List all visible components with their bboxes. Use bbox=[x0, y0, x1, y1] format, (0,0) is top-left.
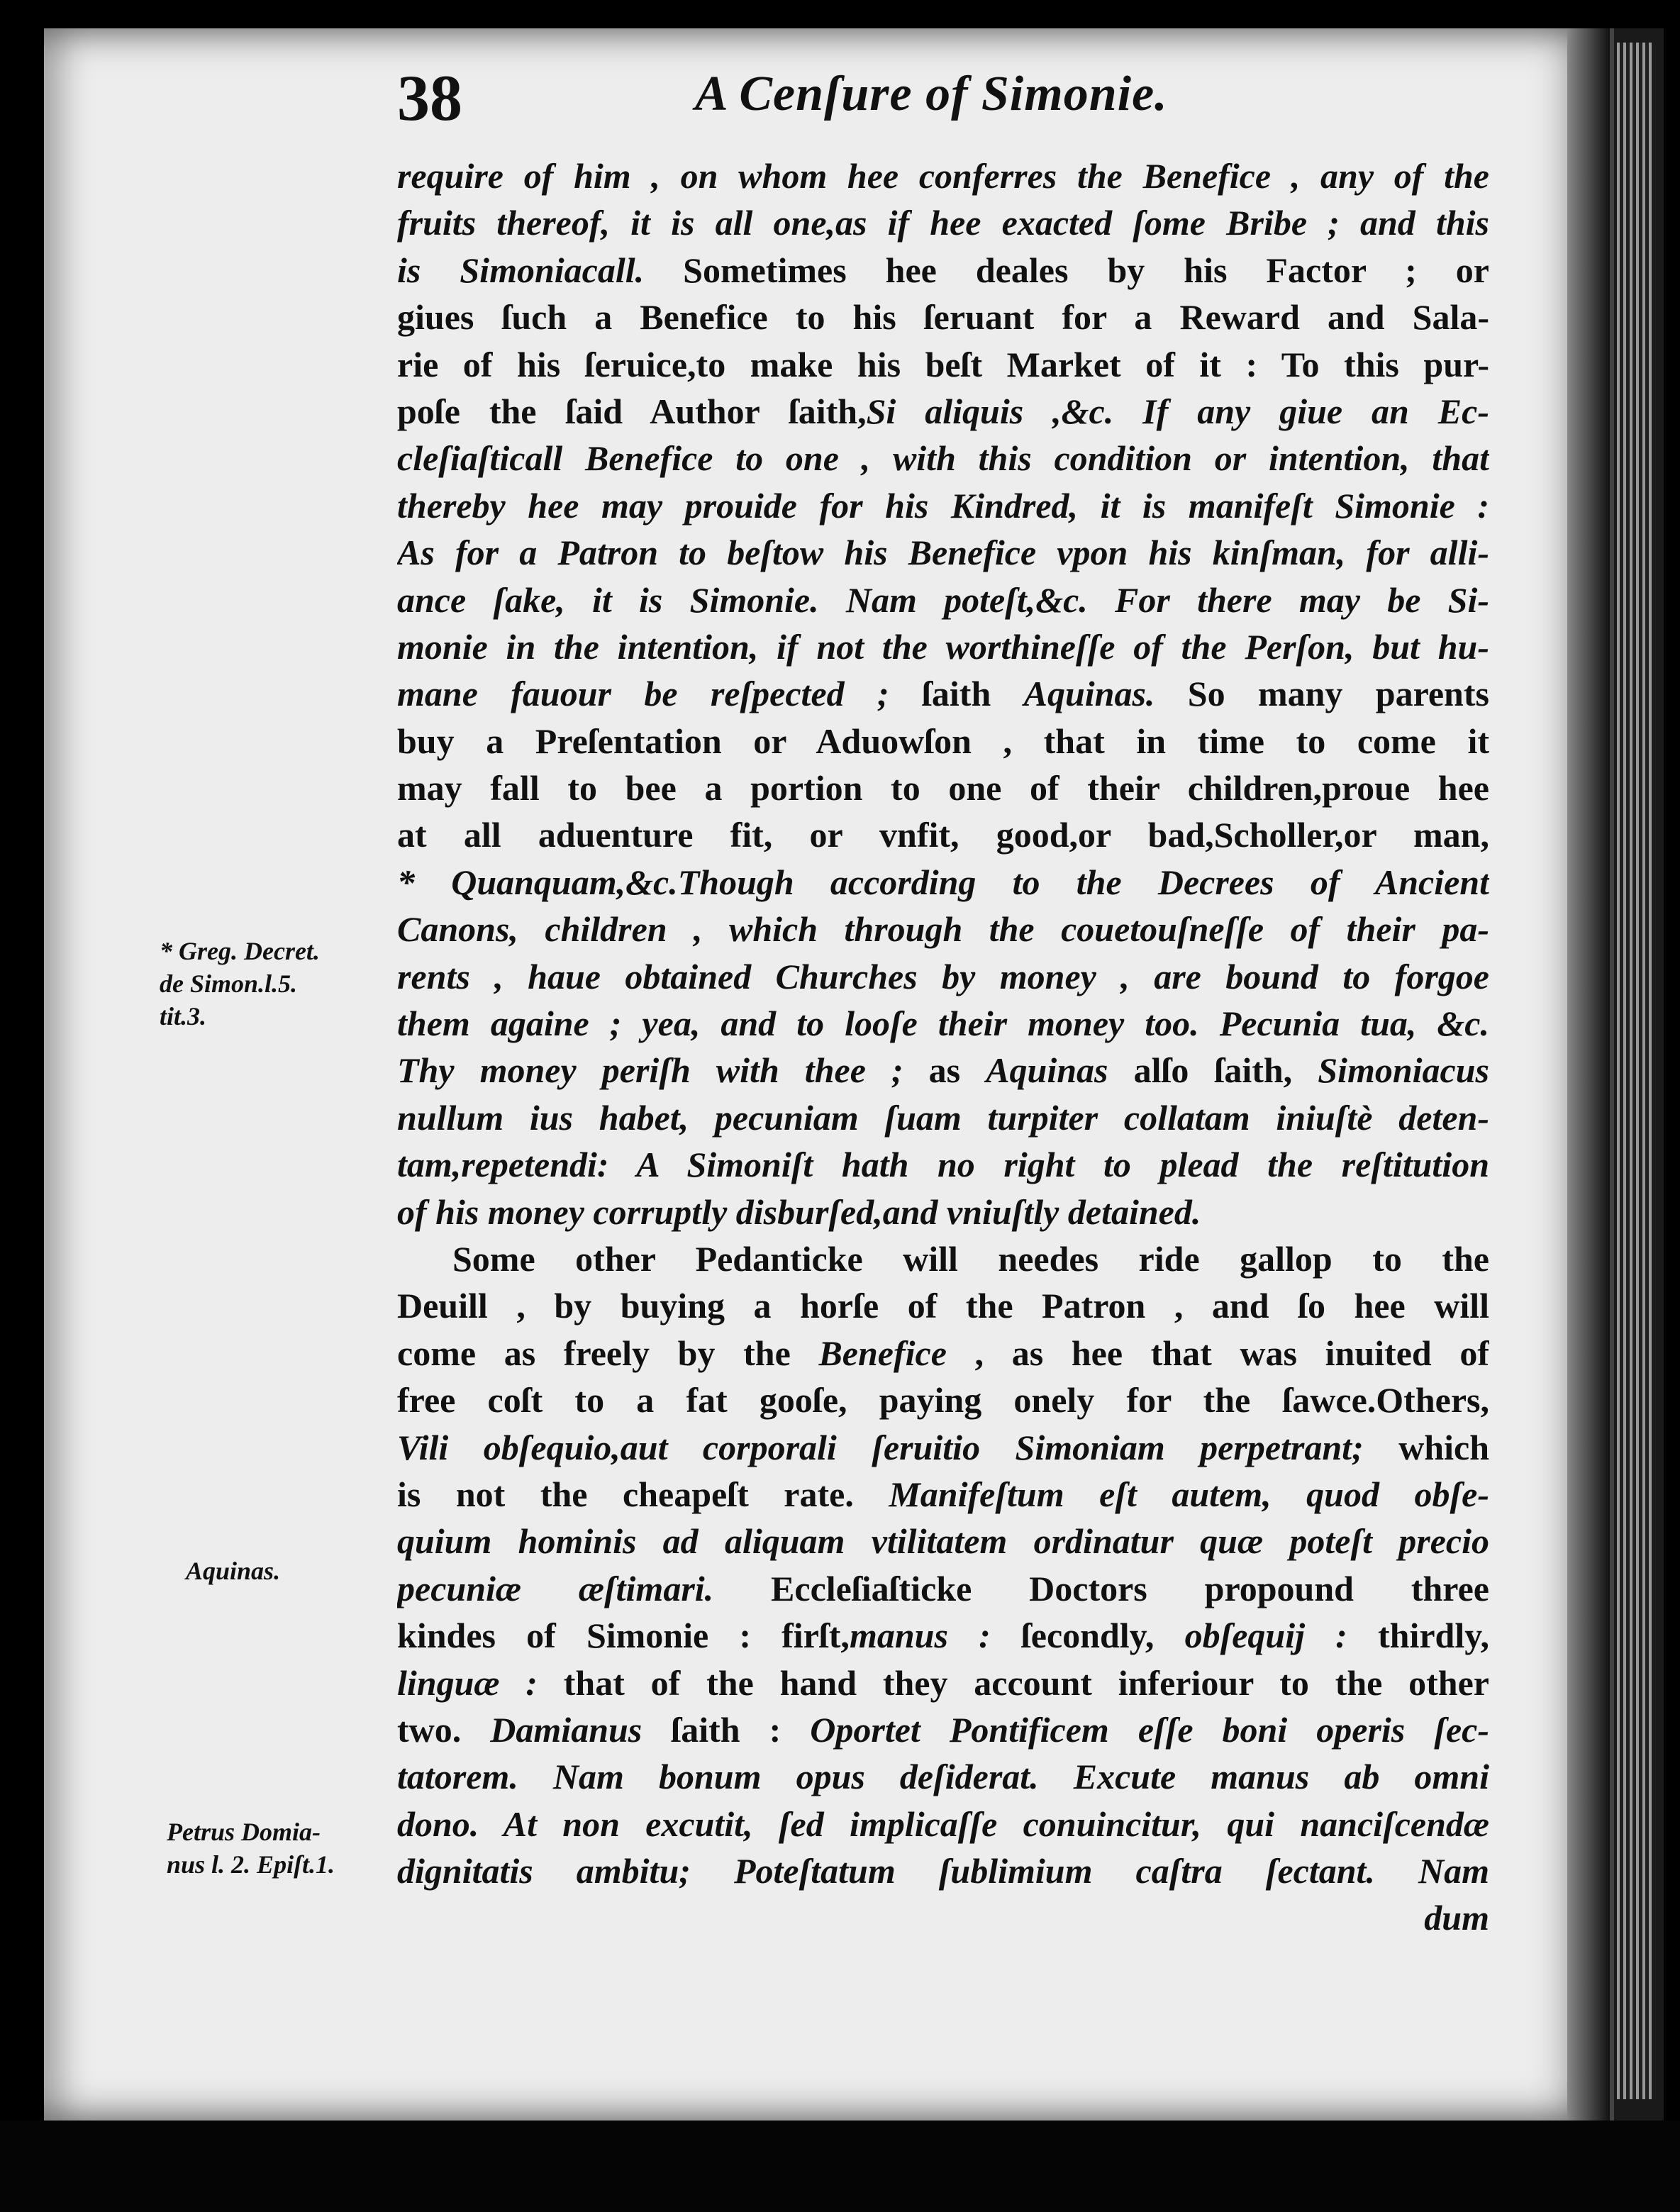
text-segment: poſe the ſaid Author ſaith, bbox=[397, 391, 867, 431]
text-segment: dum bbox=[1424, 1898, 1489, 1938]
text-line bbox=[397, 1377, 1489, 1423]
text-segment: nullum ius habet, pecuniam ſuam turpiter collatam iniuſtè deten- bbox=[397, 1097, 1489, 1138]
text-line bbox=[397, 718, 1489, 765]
text-segment: So many parents bbox=[1155, 674, 1489, 714]
text-segment: pecuniæ æſtimari. bbox=[397, 1568, 714, 1608]
page-header bbox=[397, 60, 1489, 138]
text-line bbox=[397, 1847, 1489, 1894]
text-segment: Eccleſiaſticke Doctors propound three bbox=[713, 1568, 1489, 1608]
text-segment: tatorem. Nam bonum opus deſiderat. Excute manus ab omni bbox=[397, 1757, 1489, 1797]
text-segment: free coſt to a fat gooſe, paying onely for the ſawce.Others, bbox=[397, 1380, 1489, 1421]
text-segment: Benefice bbox=[818, 1333, 947, 1373]
text-segment: monie in the intention, if not the worthineſſe of the Perſon, but hu- bbox=[397, 626, 1489, 667]
margin-note bbox=[186, 1555, 420, 1587]
text-segment: may fall to bee a portion to one of their children,proue hee bbox=[397, 768, 1489, 808]
text-segment: cleſiaſticall Benefice to one , with this condition or intention, that bbox=[397, 438, 1489, 479]
text-segment: Si aliquis ,&c. If any giue an Ec- bbox=[866, 391, 1489, 431]
margin-note-line: nus l. 2. Epiſt.1. bbox=[167, 1850, 335, 1879]
text-segment: tam,repetendi: A Simoniſt hath no right to plead the reſtitution bbox=[397, 1145, 1489, 1185]
text-segment: come as freely by the bbox=[397, 1333, 819, 1373]
text-line bbox=[397, 1235, 1489, 1282]
text-line bbox=[397, 906, 1489, 952]
text-segment: thirdly, bbox=[1347, 1616, 1489, 1656]
text-line bbox=[397, 1753, 1489, 1800]
text-segment: Aquinas. bbox=[1023, 674, 1155, 714]
text-line bbox=[397, 1894, 1489, 1941]
film-frame-bottom bbox=[0, 2121, 1680, 2212]
page-edges bbox=[1617, 43, 1652, 2099]
book-gutter bbox=[1567, 28, 1610, 2121]
text-line bbox=[397, 435, 1489, 482]
text-segment: obſequij : bbox=[1184, 1616, 1347, 1656]
text-line bbox=[397, 1282, 1489, 1329]
text-line bbox=[397, 529, 1489, 576]
text-line bbox=[397, 341, 1489, 388]
text-line bbox=[397, 1801, 1489, 1847]
text-line bbox=[397, 388, 1489, 435]
text-line bbox=[397, 482, 1489, 529]
text-segment: Canons, children , which through the couetouſneſſe of their pa- bbox=[397, 909, 1489, 950]
text-line bbox=[397, 811, 1489, 858]
margin-note-line: Petrus Domia- bbox=[167, 1818, 321, 1846]
text-segment: is Simoniacall. bbox=[397, 250, 645, 290]
text-segment: fruits thereof, it is all one,as if hee exacted ſome Bribe ; and this bbox=[397, 203, 1489, 243]
text-line bbox=[397, 1141, 1489, 1188]
text-segment: them againe ; yea, and to looſe their money too. Pecunia tua, &c. bbox=[397, 1004, 1489, 1044]
text-line bbox=[397, 1706, 1489, 1753]
text-segment: Vili obſequio,aut corporali ſeruitio Simoniam perpetrant; bbox=[397, 1427, 1364, 1467]
text-line bbox=[397, 199, 1489, 246]
text-line bbox=[397, 1000, 1489, 1047]
margin-note bbox=[160, 935, 394, 1033]
text-segment: mane fauour be reſpected ; bbox=[397, 674, 889, 714]
margin-note bbox=[167, 1816, 401, 1881]
text-segment: Some other Pedanticke will needes ride gallop to the bbox=[452, 1238, 1489, 1279]
text-segment: thereby hee may prouide for his Kindred, it is manifeſt Simonie : bbox=[397, 485, 1489, 526]
text-segment: quium hominis ad aliquam vtilitatem ordinatur quæ poteſt precio bbox=[397, 1521, 1489, 1562]
text-segment: ance ſake, it is Simonie. Nam poteſt,&c. For there may be Si- bbox=[397, 579, 1489, 620]
text-line bbox=[397, 953, 1489, 1000]
text-segment: alſo ſaith, bbox=[1108, 1050, 1318, 1091]
text-segment: ſecondly, bbox=[990, 1616, 1185, 1656]
text-segment: ſaith bbox=[889, 674, 1024, 714]
text-segment: Deuill , by buying a horſe of the Patron , and ſo hee will bbox=[397, 1286, 1489, 1326]
text-line bbox=[397, 1471, 1489, 1518]
text-segment: , as hee that was inuited of bbox=[946, 1333, 1489, 1373]
text-segment: manus : bbox=[849, 1616, 991, 1656]
text-line bbox=[397, 577, 1489, 623]
text-line bbox=[397, 1330, 1489, 1377]
text-segment: rie of his ſeruice,to make his beſt Market of it : To this pur- bbox=[397, 344, 1489, 384]
margin-note-line: de Simon.l.5. bbox=[160, 969, 298, 998]
text-segment: Simoniacus bbox=[1318, 1050, 1489, 1091]
text-segment: as bbox=[903, 1050, 986, 1091]
text-segment: Thy money periſh with thee ; bbox=[397, 1050, 903, 1091]
text-segment: of his money corruptly disburſed,and vniuſtly detained. bbox=[397, 1191, 1201, 1232]
text-line bbox=[397, 670, 1489, 717]
text-line bbox=[397, 1094, 1489, 1141]
text-segment: rents , haue obtained Churches by money , are bound to forgoe bbox=[397, 956, 1489, 996]
running-title: A Cenſure of Simonie. bbox=[695, 67, 1168, 121]
text-segment: Sometimes hee deales by his Factor ; or bbox=[644, 250, 1489, 290]
text-segment: that of the hand they account inferiour to the other bbox=[537, 1662, 1489, 1703]
text-line bbox=[397, 1565, 1489, 1612]
page-number: 38 bbox=[397, 62, 462, 134]
text-line bbox=[397, 1518, 1489, 1564]
text-line bbox=[397, 859, 1489, 906]
text-segment: require of him , on whom hee conferres the Benefice , any of the bbox=[397, 156, 1489, 196]
text-line bbox=[397, 247, 1489, 294]
margin-note-line: Aquinas. bbox=[186, 1557, 281, 1585]
text-line bbox=[397, 1189, 1489, 1235]
text-segment: dignitatis ambitu; Poteſtatum ſublimium caſtra ſectant. Nam bbox=[397, 1851, 1489, 1891]
text-segment: is not the cheapeſt rate. bbox=[397, 1474, 889, 1514]
text-line bbox=[397, 1612, 1489, 1659]
text-segment: Oportet Pontificem eſſe boni operis ſec- bbox=[810, 1709, 1489, 1750]
text-segment: kindes of Simonie : firſt, bbox=[397, 1616, 850, 1656]
text-segment: Manifeſtum eſt autem, quod obſe- bbox=[889, 1474, 1489, 1514]
text-segment: two. bbox=[397, 1709, 491, 1750]
text-segment: dono. At non excutit, ſed implicaſſe conuincitur, qui nanciſcendæ bbox=[397, 1803, 1489, 1844]
margin-note-line: tit.3. bbox=[160, 1002, 207, 1030]
text-segment: giues ſuch a Benefice to his ſeruant for a Reward and Sala- bbox=[397, 297, 1489, 338]
text-segment: * Quanquam,&c.Though according to the Decrees of Ancient bbox=[397, 862, 1489, 902]
body-text bbox=[397, 152, 1489, 1942]
text-segment: at all aduenture fit, or vnfit, good,or bad,Scholler,or man, bbox=[397, 815, 1489, 855]
text-line bbox=[397, 765, 1489, 811]
text-segment: buy a Preſentation or Aduowſon , that in time to come it bbox=[397, 721, 1489, 761]
text-segment: Aquinas bbox=[986, 1050, 1108, 1091]
margin-note-line: * Greg. Decret. bbox=[160, 937, 320, 965]
text-segment: ſaith : bbox=[642, 1709, 811, 1750]
text-segment: Damianus bbox=[490, 1709, 642, 1750]
text-line bbox=[397, 1047, 1489, 1094]
text-line bbox=[397, 1660, 1489, 1706]
text-segment: linguæ : bbox=[397, 1662, 538, 1703]
text-line bbox=[397, 152, 1489, 199]
text-segment: which bbox=[1363, 1427, 1489, 1467]
text-line bbox=[397, 623, 1489, 670]
text-segment: As for a Patron to beſtow his Benefice vpon his kinſman, for alli- bbox=[397, 533, 1489, 573]
text-line bbox=[397, 1424, 1489, 1471]
text-line bbox=[397, 294, 1489, 340]
